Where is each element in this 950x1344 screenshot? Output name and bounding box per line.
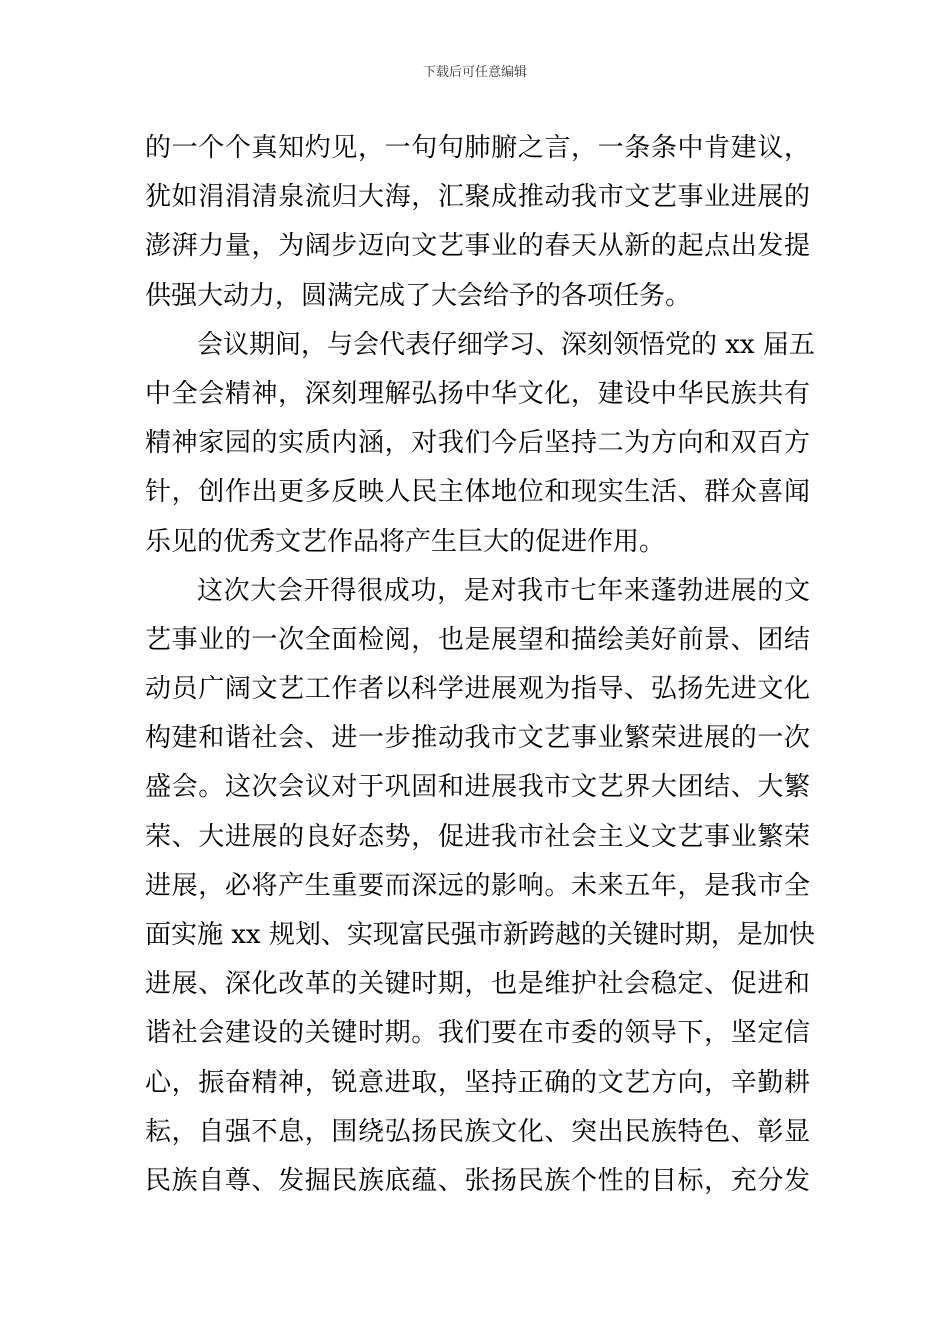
text-line: 精神家园的实质内涵，对我们今后坚持二为方向和双百方 [145, 428, 810, 459]
text-line: 这次大会开得很成功，是对我市七年来蓬勃进展的文 [197, 575, 810, 606]
text-line: 犹如涓涓清泉流归大海，汇聚成推动我市文艺事业进展的 [145, 182, 810, 213]
text-line: 会议期间，与会代表仔细学习、深刻领悟党的 xx 届五 [197, 329, 815, 360]
text-line: 乐见的优秀文艺作品将产生巨大的促进作用。 [145, 526, 666, 557]
page-header: 下载后可任意编辑 [422, 65, 527, 80]
text-line: 谐社会建设的关键时期。我们要在市委的领导下，坚定信 [145, 1018, 810, 1049]
text-line: 构建和谐社会、进一步推动我市文艺事业繁荣进展的一次 [145, 723, 810, 754]
text-line: 进展、深化改革的关键时期，也是维护社会稳定、促进和 [145, 969, 810, 1000]
text-line: 中全会精神，深刻理解弘扬中华文化，建设中华民族共有 [145, 378, 810, 409]
document-body [145, 124, 815, 1206]
text-line: 民族自尊、发掘民族底蕴、张扬民族个性的目标，充分发 [145, 1165, 810, 1196]
text-line: 供强大动力，圆满完成了大会给予的各项任务。 [145, 280, 692, 311]
text-line: 荣、大进展的良好态势，促进我市社会主义文艺事业繁荣 [145, 821, 810, 852]
text-line: 心，振奋精神，锐意进取，坚持正确的文艺方向，辛勤耕 [145, 1067, 810, 1098]
text-line: 耘，自强不息，围绕弘扬民族文化、突出民族特色、彰显 [145, 1116, 810, 1147]
paragraph-2 [145, 321, 815, 567]
text-line: 动员广阔文艺工作者以科学进展观为指导、弘扬先进文化 [145, 674, 810, 705]
paragraph-3 [145, 567, 815, 1206]
text-line: 的一个个真知灼见，一句句肺腑之言，一条条中肯建议， [145, 133, 810, 163]
text-line: 艺事业的一次全面检阅，也是展望和描绘美好前景、团结 [145, 624, 810, 655]
text-line: 盛会。这次会议对于巩固和进展我市文艺界大团结、大繁 [145, 772, 810, 803]
paragraph-1 [145, 124, 810, 321]
text-line: 进展，必将产生重要而深远的影响。未来五年，是我市全 [145, 870, 810, 901]
text-line: 针，创作出更多反映人民主体地位和现实生活、群众喜闻 [145, 477, 810, 508]
text-line: 澎湃力量，为阔步迈向文艺事业的春天从新的起点出发提 [145, 231, 810, 262]
text-line: 面实施 xx 规划、实现富民强市新跨越的关键时期，是加快 [145, 920, 815, 950]
